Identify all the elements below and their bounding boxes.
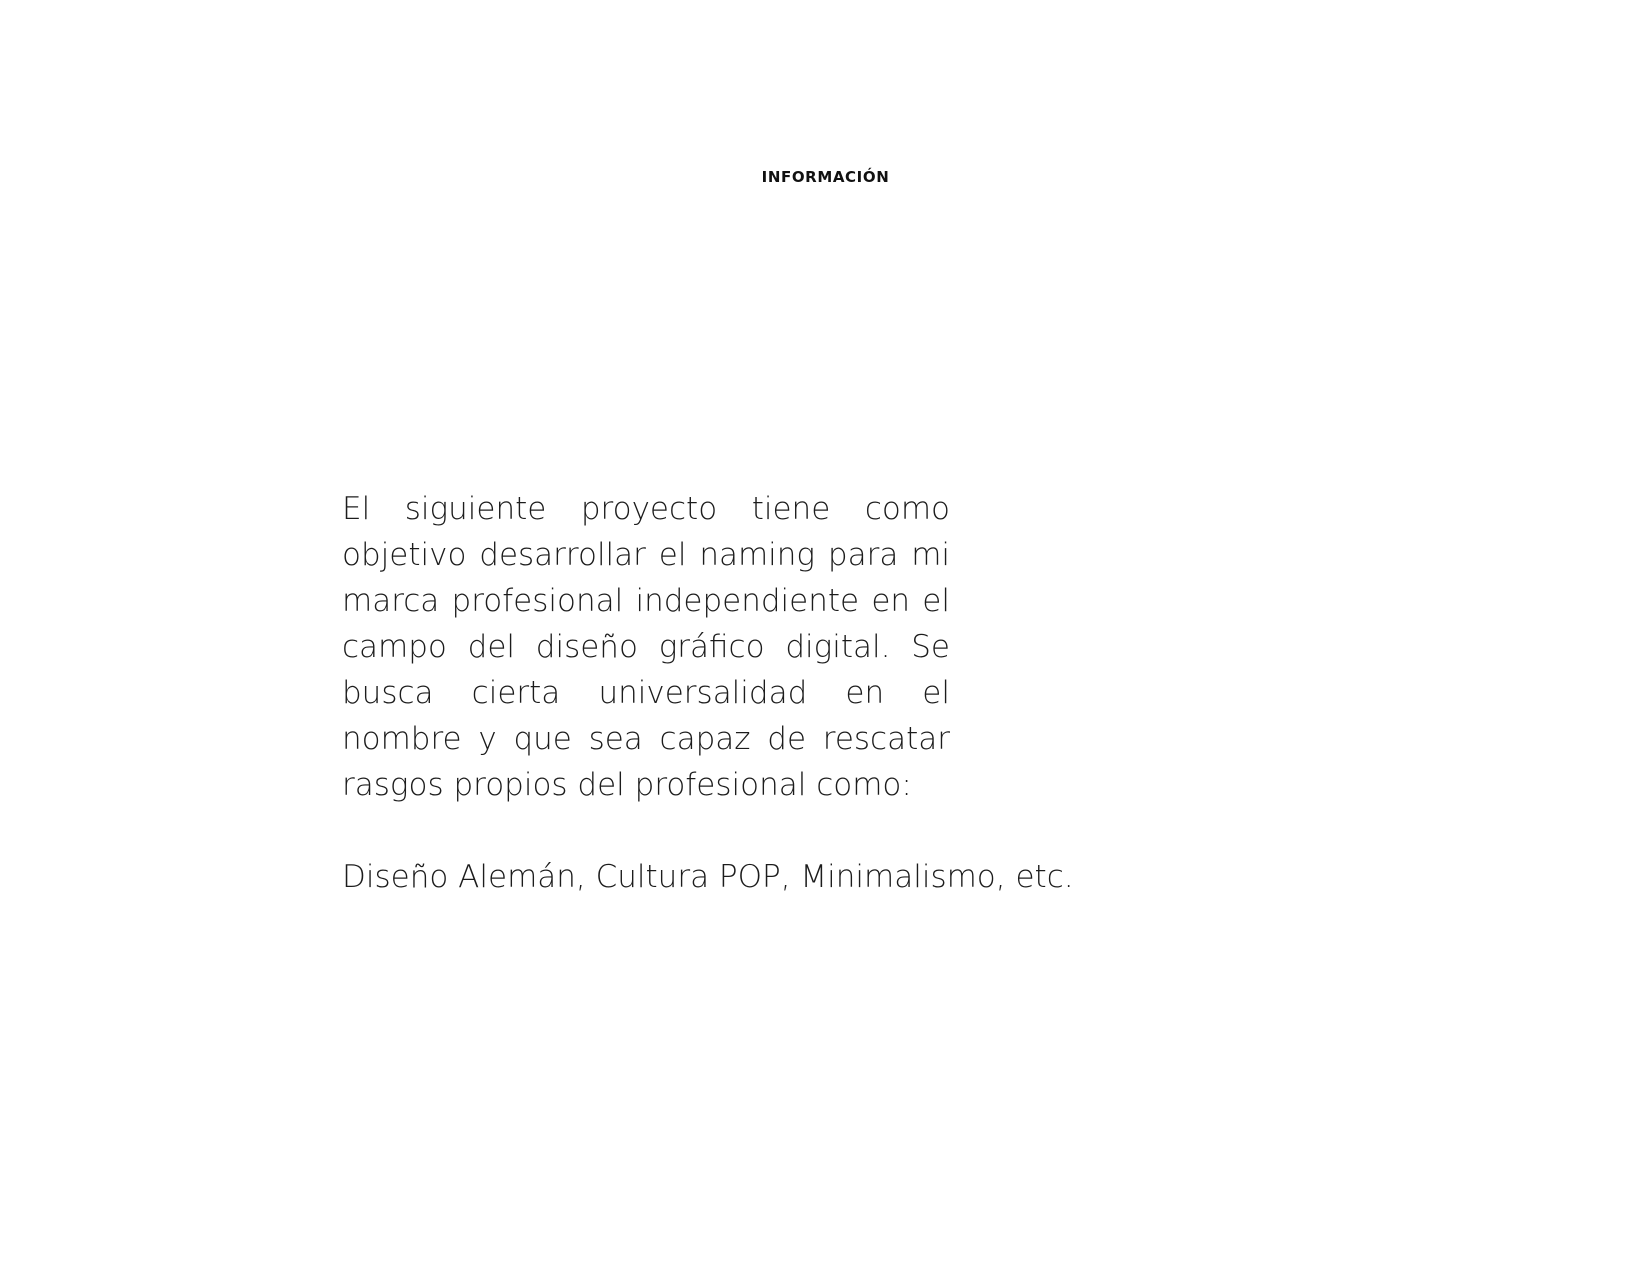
paragraph-primary: El siguiente proyecto tiene como objetivo desarrollar el naming para mi marca profesional independiente en el campo del diseño gráfico digital. Se busca cierta universalidad en el nombre y que sea capaz de rescatar rasgos propios del profesional como: [342,491,950,803]
page-title: INFORMACIÓN [761,168,890,186]
body-text-block [342,486,1074,900]
paragraph-secondary: Diseño Alemán, Cultura POP, Minimalismo, etc. [342,859,1074,895]
